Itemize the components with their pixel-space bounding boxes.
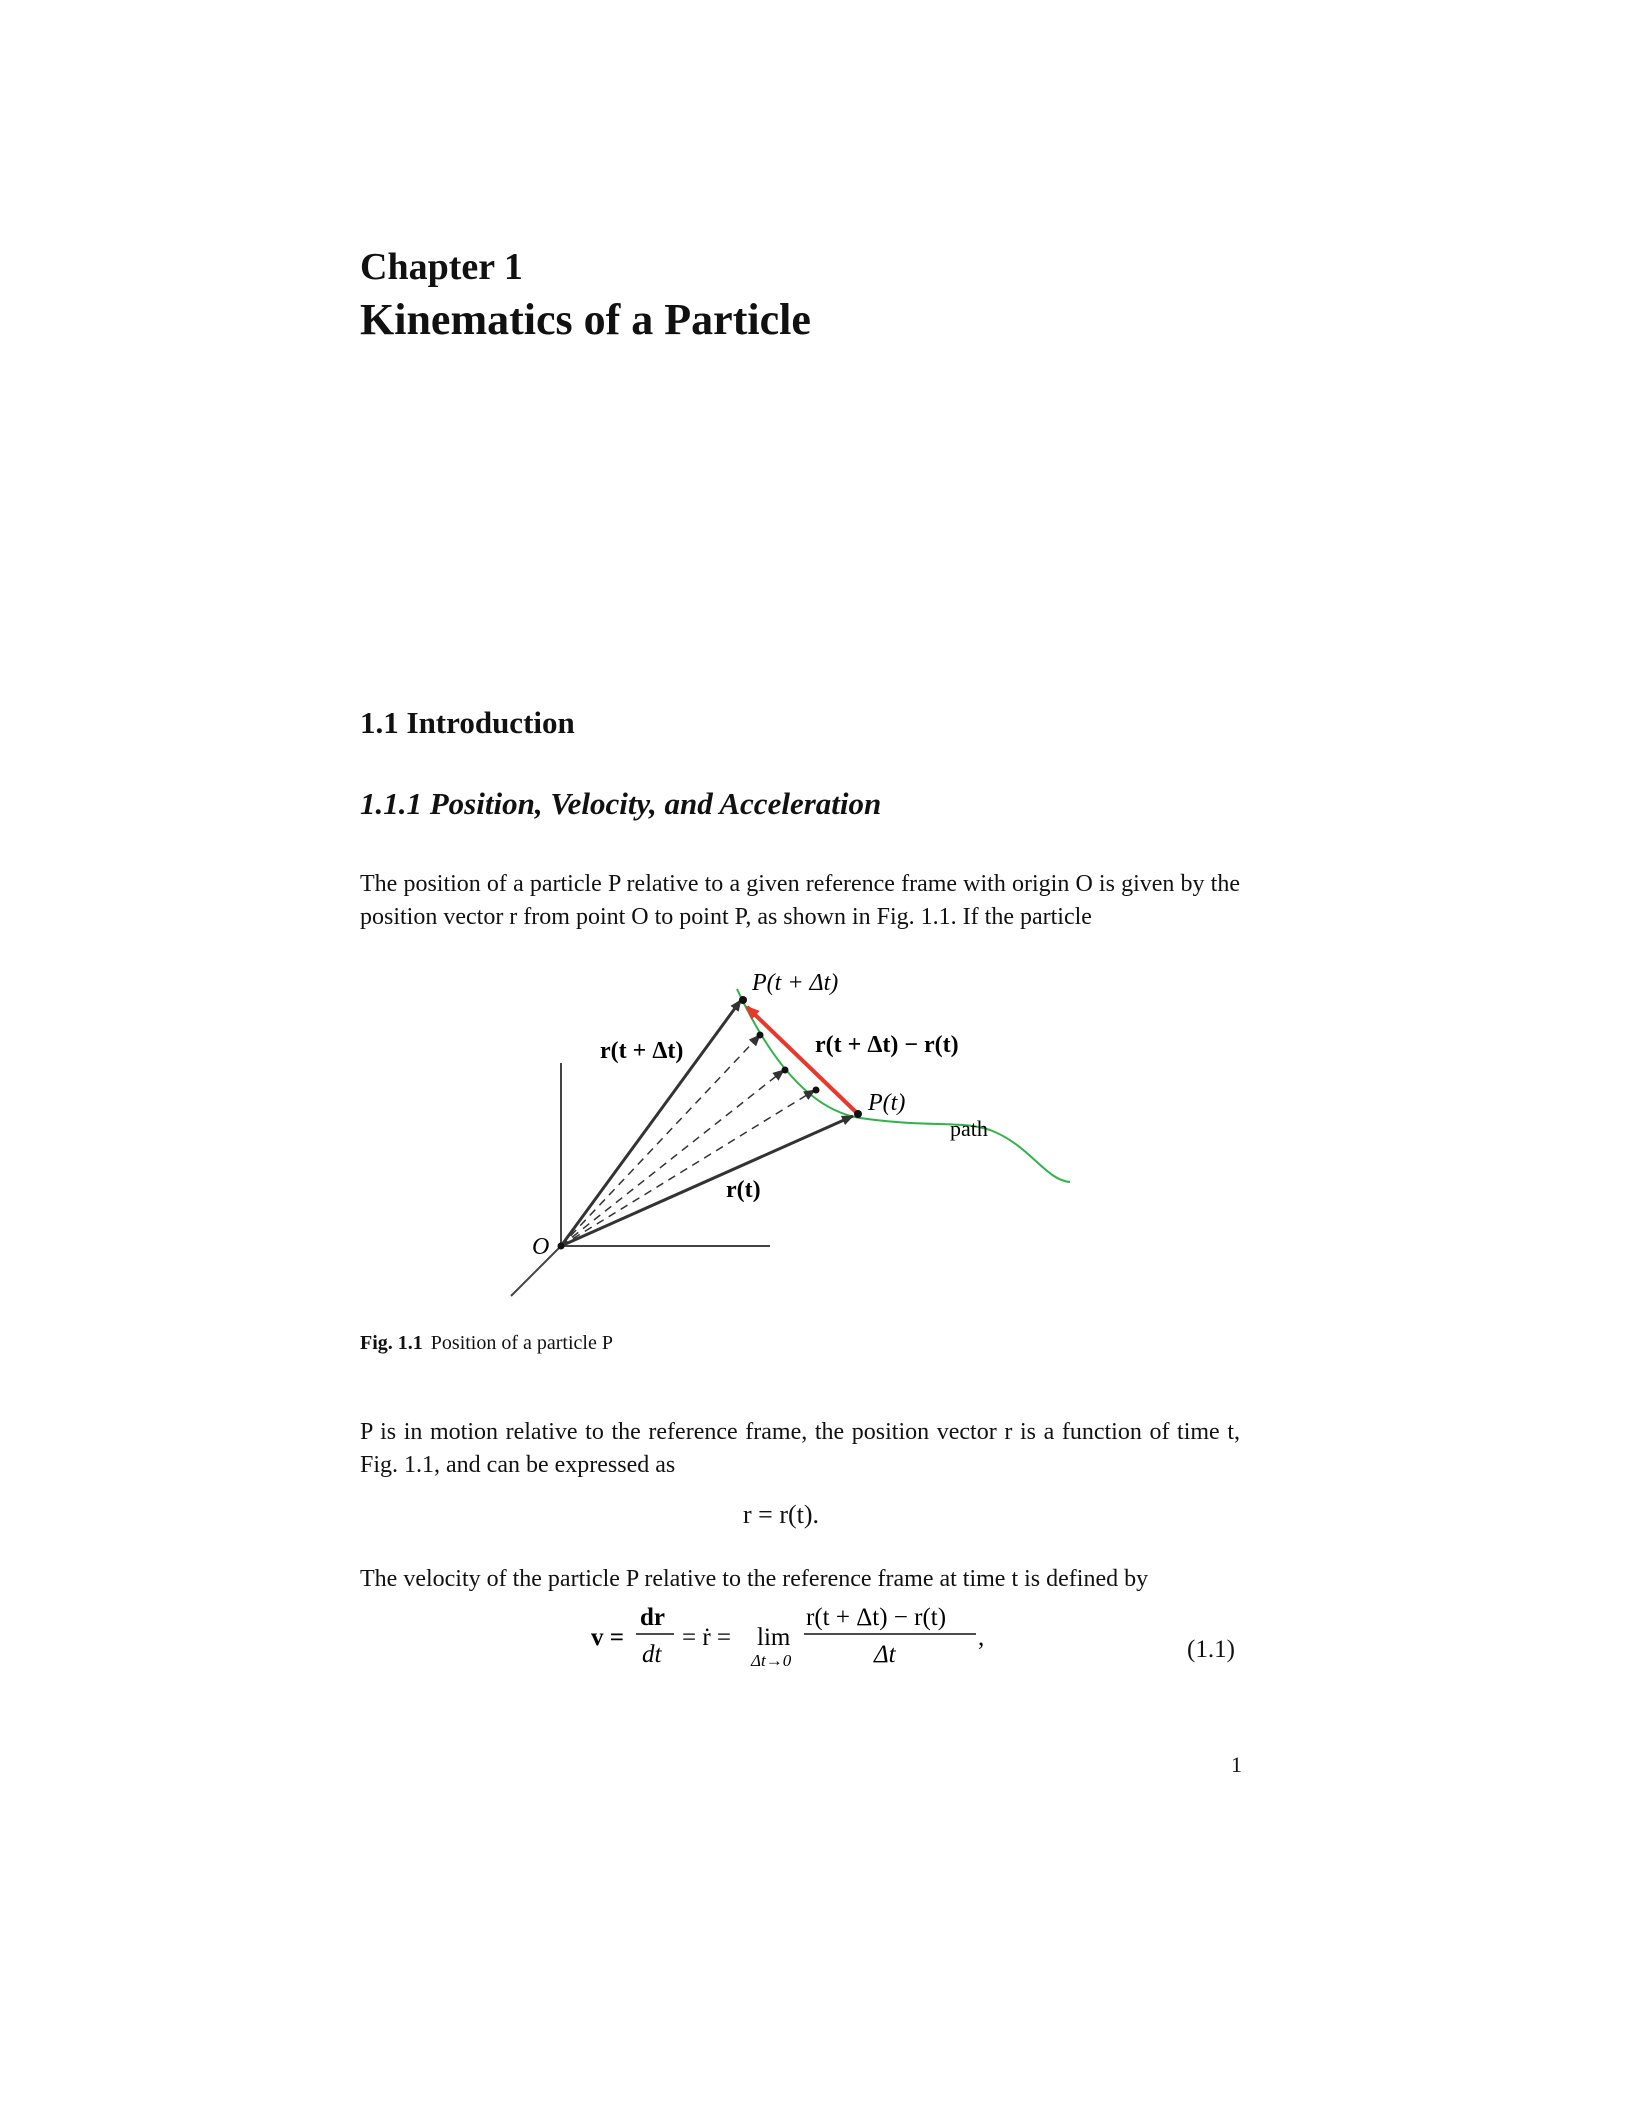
label-r-later: r(t + Δt) <box>600 1038 684 1064</box>
eq-lim-sub: Δt→0 <box>751 1651 792 1670</box>
eq-lim: lim <box>757 1624 791 1651</box>
chapter-label: Chapter 1 <box>360 246 523 288</box>
label-p-later: P(t + Δt) <box>752 970 839 996</box>
eq-lhs: v = <box>591 1624 624 1651</box>
label-path: path <box>950 1116 988 1141</box>
chapter-title: Kinematics of a Particle <box>360 295 811 344</box>
label-difference: r(t + Δt) − r(t) <box>815 1032 959 1058</box>
eq-frac1-den: dt <box>642 1641 662 1668</box>
section-heading: 1.1 Introduction <box>360 705 575 740</box>
equation-number: (1.1) <box>1187 1636 1235 1663</box>
paragraph-position: The position of a particle P relative to a given reference frame with origin O is given by the position vector r from point O to point P, as shown in Fig. 1.1. If the particle <box>360 871 1240 930</box>
eq-frac2-num: r(t + Δt) − r(t) <box>806 1604 947 1631</box>
eq-trail: , <box>978 1624 985 1651</box>
eq-mid: = ṙ = <box>682 1624 732 1651</box>
label-p-now: P(t) <box>868 1090 906 1116</box>
caption-text: Position of a particle P <box>430 1332 613 1354</box>
eq-frac1-num: dr <box>640 1604 665 1631</box>
paragraph-motion: P is in motion relative to the reference frame, the position vector r is a function of time t, Fig. 1.1, and can be expressed as <box>360 1419 1240 1478</box>
caption-label: Fig. 1.1 <box>360 1332 423 1354</box>
label-r-now: r(t) <box>726 1177 761 1203</box>
label-origin: O <box>532 1234 550 1260</box>
equation-position: r = r(t). <box>743 1500 820 1529</box>
page-number: 1 <box>1231 1752 1242 1777</box>
eq-frac2-den: Δt <box>874 1641 896 1668</box>
subsection-heading: 1.1.1 Position, Velocity, and Acceleration <box>360 786 882 821</box>
paragraph-velocity: The velocity of the particle P relative to the reference frame at time t is defined by <box>360 1566 1149 1592</box>
